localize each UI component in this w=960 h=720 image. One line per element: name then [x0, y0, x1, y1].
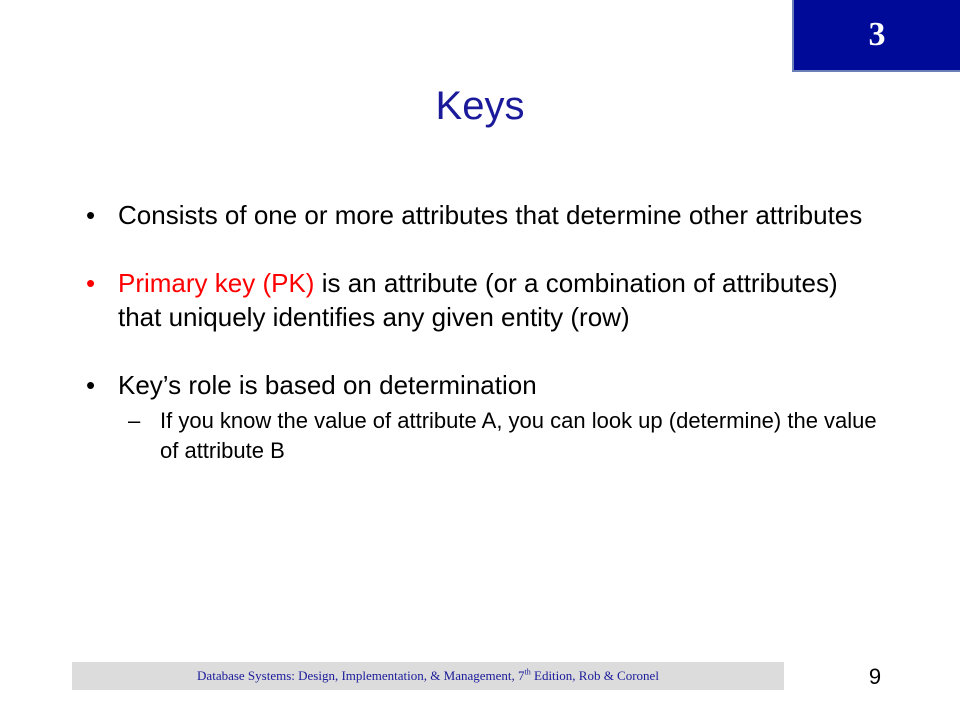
- bullet-highlight: Primary key (PK): [118, 268, 315, 298]
- footer-superscript: th: [524, 667, 531, 677]
- bullet-text: Key’s role is based on determination: [118, 370, 537, 400]
- slide-title: Keys: [435, 84, 525, 128]
- sub-bullet-marker: –: [128, 408, 141, 433]
- bullet-marker: •: [86, 200, 96, 230]
- sub-bullet-item: [80, 406, 880, 466]
- bullet-item: [80, 368, 880, 402]
- footer-citation: [197, 668, 659, 684]
- bullet-item: [80, 198, 880, 232]
- chapter-badge: [792, 0, 960, 72]
- slide-content: [80, 198, 880, 466]
- footer-text-end: Edition, Rob & Coronel: [530, 668, 659, 683]
- footer-text: Database Systems: Design, Implementation, & Management, 7: [197, 668, 525, 683]
- bullet-text: Consists of one or more attributes that determine other attributes: [118, 200, 863, 230]
- sub-bullet-text: If you know the value of attribute A, you can look up (determine) the value of attribute B: [160, 408, 877, 463]
- chapter-number: 3: [868, 16, 886, 53]
- footer-bar: [72, 662, 784, 690]
- bullet-marker: •: [86, 370, 96, 400]
- page-number: 9: [868, 664, 882, 689]
- bullet-marker: •: [86, 268, 96, 298]
- bullet-text: is an attribute (or a combination of attributes) that uniquely identifies any given entity (row): [118, 268, 838, 332]
- bullet-item: [80, 266, 880, 334]
